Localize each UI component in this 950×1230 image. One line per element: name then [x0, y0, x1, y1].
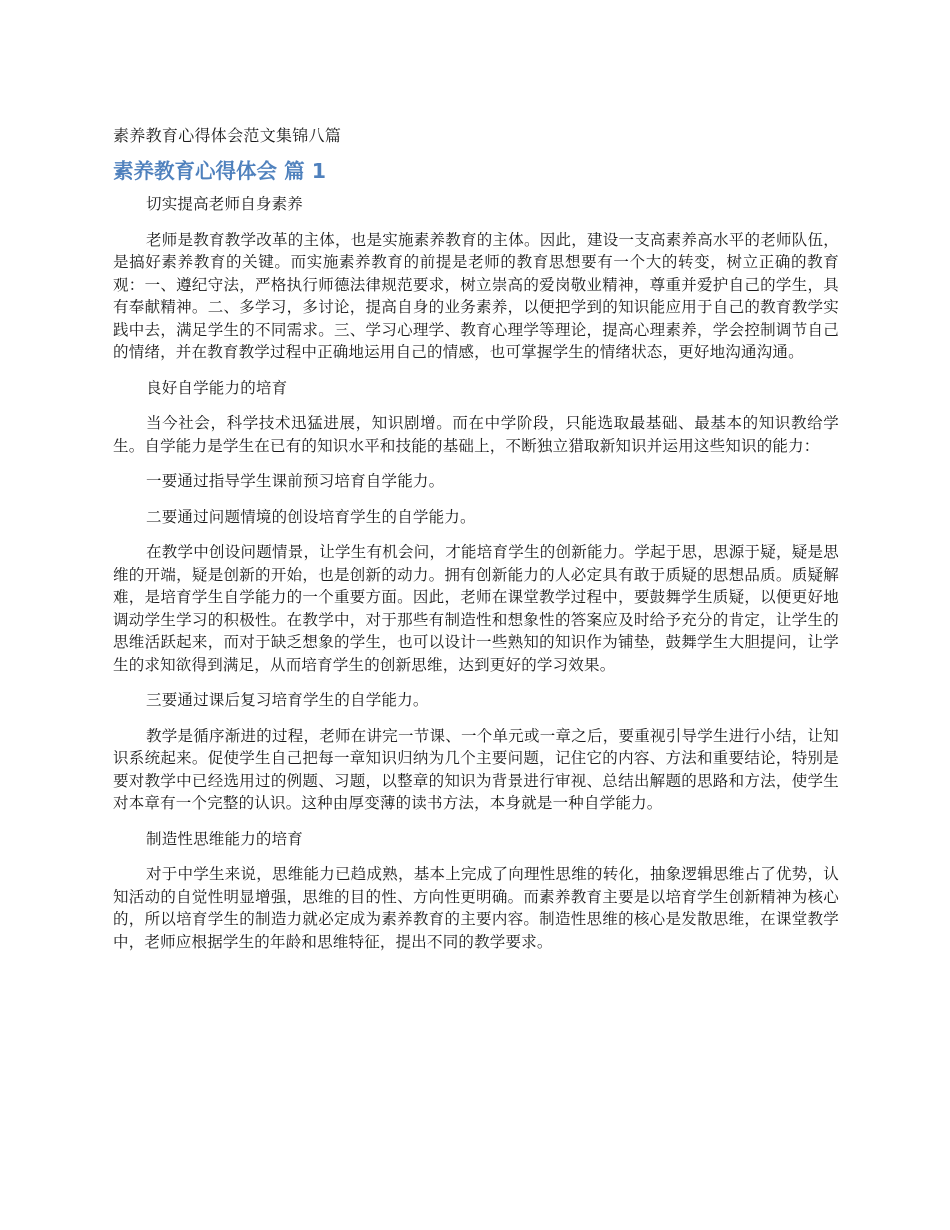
paragraph-problem-situation: 在教学中创设问题情景，让学生有机会问，才能培育学生的创新能力。学起于思，思源于疑，疑是思维的开端，疑是创新的开始，也是创新的动力。拥有创新能力的人必定具有敢于质疑的思想品质。质疑解难，是培育学生自学能力的一个重要方面。因此，老师在课堂教学过程中，要鼓舞学生质疑，以便更好地调动学生学习的积极性。在教学中，对于那些有制造性和想象性的答案应及时给予充分的肯定，让学生的思维活跃起来，而对于缺乏想象的学生，也可以设计一些熟知的知识作为铺垫，鼓舞学生大胆提问，让学生的求知欲得到满足，从而培育学生的创新思维，达到更好的学习效果。	[113, 543, 839, 674]
paragraph-creative-thinking: 对于中学生来说，思维能力已趋成熟，基本上完成了向理性思维的转化，抽象逻辑思维占了优势，认知活动的自觉性明显增强，思维的目的性、方向性更明确。而素养教育主要是以培育学生创新精神为核心的，所以培育学生的制造力就必定成为素养教育的主要内容。制造性思维的核心是发散思维，在课堂教学中，老师应根据学生的年龄和思维特征，提出不同的教学要求。	[113, 865, 839, 951]
document-page	[113, 124, 839, 966]
subheading-creative-thinking: 制造性思维能力的培育	[146, 829, 304, 848]
paragraph-teacher-role: 老师是教育教学改革的主体，也是实施素养教育的主体。因此，建设一支高素养高水平的老师队伍，是搞好素养教育的关键。而实施素养教育的前提是老师的教育思想要有一个大的转变，树立正确的教育观：一、遵纪守法，严格执行师德法律规范要求，树立崇高的爱岗敬业精神，尊重并爱护自己的学生，具有奉献精神。二、多学习，多讨论，提高自身的业务素养，以便把学到的知识能应用于自己的教育教学实践中去，满足学生的不同需求。三、学习心理学、教育心理学等理论，提高心理素养，学会控制调节自己的情绪，并在教育教学过程中正确地运用自己的情感，也可掌握学生的情绪状态，更好地沟通沟通。	[113, 230, 839, 361]
paragraph-review: 教学是循序渐进的过程，老师在讲完一节课、一个单元或一章之后，要重视引导学生进行小结，让知识系统起来。促使学生自己把每一章知识归纳为几个主要问题，记住它的内容、方法和重要结论，特别是要对教学中已经选用过的例题、习题，以整章的知识为背景进行审视、总结出解题的思路和方法，使学生对本章有一个完整的认识。这种由厚变薄的读书方法，本身就是一种自学能力。	[113, 726, 839, 812]
section-heading: 素养教育心得体会 篇 1	[113, 159, 327, 183]
subheading-teacher-quality: 切实提高老师自身素养	[146, 195, 304, 213]
point-preview: 一要通过指导学生课前预习培育自学能力。	[146, 472, 445, 490]
point-problem-situation: 二要通过问题情境的创设培育学生的自学能力。	[146, 507, 476, 526]
point-review: 三要通过课后复习培育学生的自学能力。	[146, 691, 429, 709]
paragraph-self-study-intro: 当今社会，科学技术迅猛进展，知识剧增。而在中学阶段，只能选取最基础、最基本的知识教给学生。自学能力是学生在已有的知识水平和技能的基础上，不断独立猎取新知识并运用这些知识的能力：	[113, 414, 839, 455]
document-title: 素养教育心得体会范文集锦八篇	[113, 126, 342, 145]
subheading-self-study: 良好自学能力的培育	[146, 378, 288, 397]
